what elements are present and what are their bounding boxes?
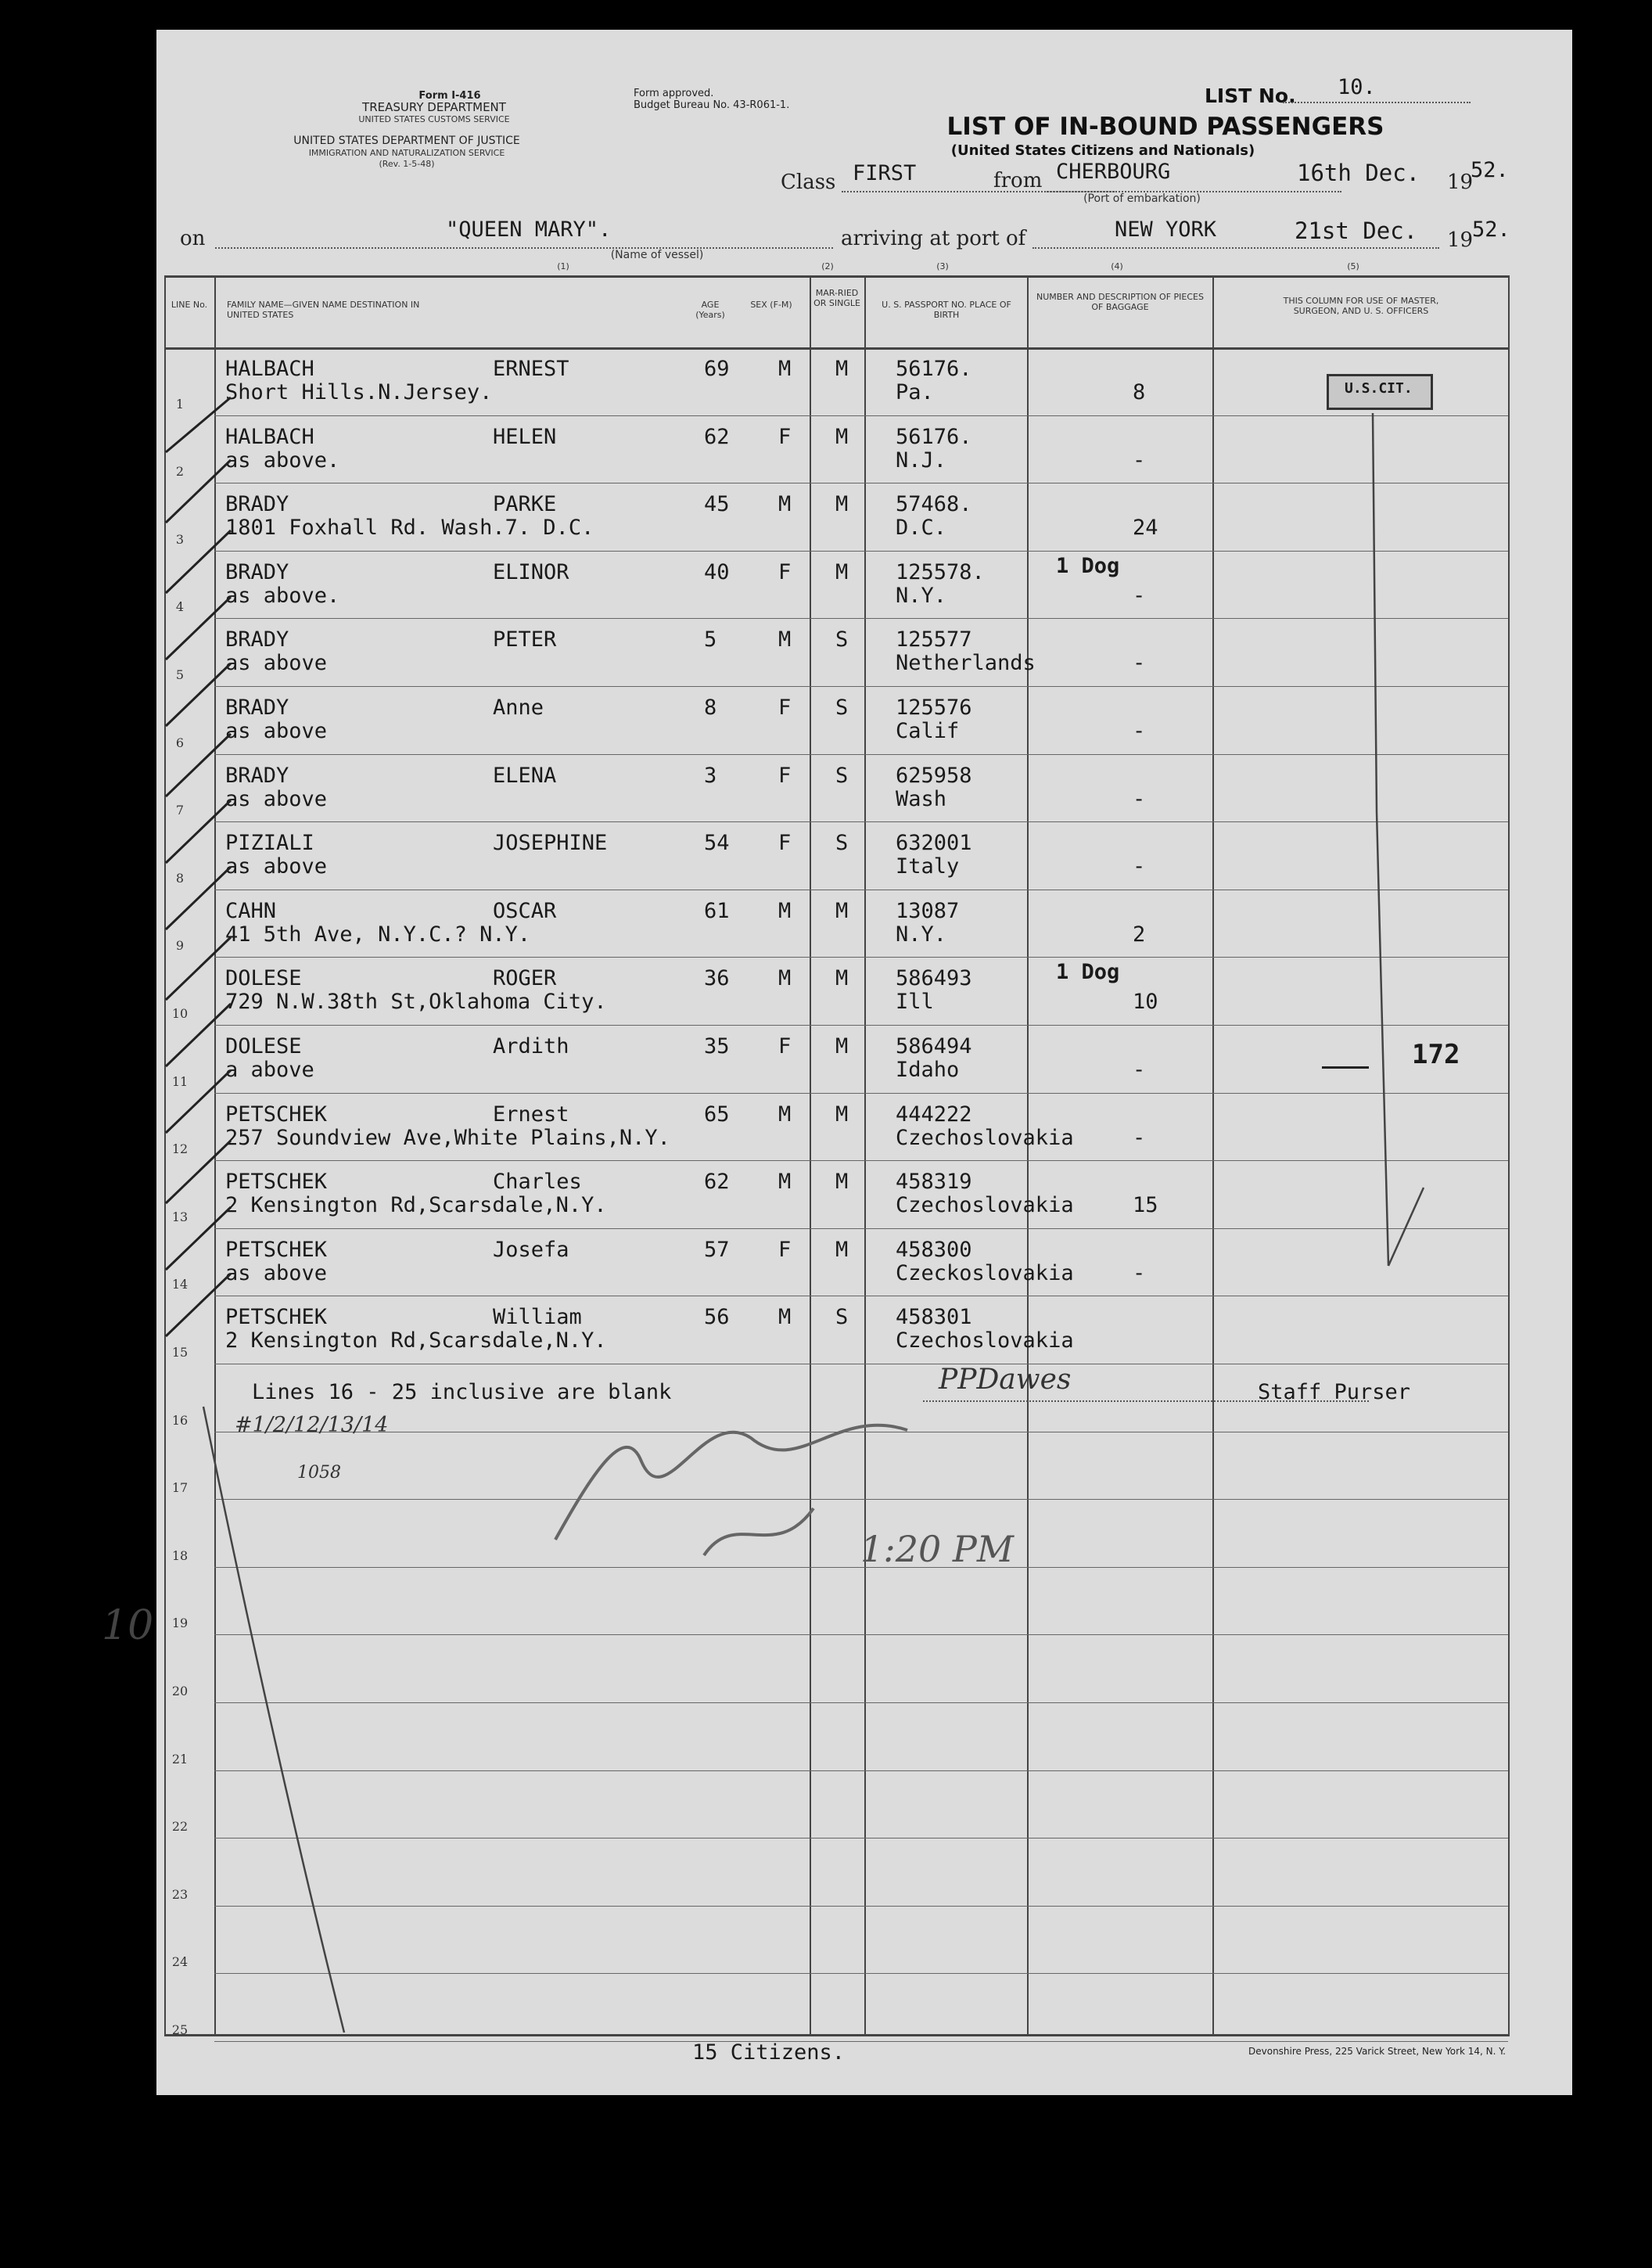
destination: as above [225,1260,328,1285]
arrival-year: 52. [1472,217,1510,242]
line-number: 12 [171,1141,189,1157]
sex: M [778,1102,792,1127]
family-name: PETSCHEK [225,1237,328,1262]
arriving-label: arriving at port of [841,227,1026,250]
header-sex: SEX (F-M) [750,300,792,310]
class-value: FIRST [853,161,917,185]
sex: M [778,898,792,923]
sex: F [778,695,792,720]
age: 62 [704,424,730,449]
line-number: 22 [171,1819,189,1835]
passport-no: 444222 [896,1102,972,1127]
family-name: BRADY [225,695,289,720]
baggage: - [1133,1058,1146,1082]
marital: M [835,424,849,449]
place-of-birth: Netherlands [896,651,1036,676]
embark-year: 52. [1471,158,1509,182]
place-of-birth: Czechoslovakia [896,1328,1074,1353]
baggage: - [1133,719,1146,743]
treasury-department: TREASURY DEPARTMENT [362,100,506,114]
family-name: BRADY [225,627,289,652]
destination: 2 Kensington Rd,Scarsdale,N.Y. [225,1328,607,1353]
line-number: 18 [171,1547,189,1563]
port-embark-caption: (Port of embarkation) [1083,192,1201,205]
revision: (Rev. 1-5-48) [379,159,435,169]
destination: a above [225,1058,314,1082]
given-name: PETER [493,627,557,652]
family-name: PETSCHEK [225,1102,328,1127]
class-label: Class [781,171,836,194]
place-of-birth: N.Y. [896,922,947,947]
age: 57 [704,1237,730,1262]
line-number: 17 [171,1480,189,1496]
destination: as above [225,719,328,743]
header-line-no: LINE No. [171,300,208,310]
line-number: 4 [175,599,185,615]
destination: as above. [225,583,340,608]
passport-no: 458319 [896,1170,972,1195]
purser-signature: PPDawes [939,1364,1072,1396]
header-name: FAMILY NAME—GIVEN NAME DESTINATION IN UNITED STATES [227,300,420,320]
sex: M [778,492,792,517]
header-age: AGE (Years) [695,300,725,320]
baggage: 8 [1133,380,1146,404]
arrival-port: NEW YORK [1115,217,1217,242]
age: 69 [704,357,730,381]
vessel-caption: (Name of vessel) [610,249,704,261]
citizen-stamp: U.S.CIT. [1327,374,1433,410]
baggage: - [1133,447,1146,473]
given-name: Josefa [493,1237,569,1262]
given-name: JOSEPHINE [493,831,608,856]
destination: 2 Kensington Rd,Scarsdale,N.Y. [225,1193,607,1218]
staff-role: Staff Purser [1258,1380,1411,1404]
list-label: LIST No. [1205,84,1296,107]
sex: F [778,559,792,584]
sex: F [778,763,792,788]
destination: as above [225,786,328,811]
line-number: 21 [171,1751,189,1767]
age: 65 [704,1102,730,1127]
sex: M [778,1305,792,1330]
col-num-4: (4) [1111,261,1123,271]
line-number: 2 [175,464,185,480]
passport-no: 125577 [896,627,972,652]
sex: M [778,627,792,652]
destination: as above. [225,447,340,473]
given-name: PARKE [493,492,557,517]
line-number: 6 [175,735,185,750]
marital: S [835,763,849,788]
justice-department: UNITED STATES DEPARTMENT OF JUSTICE [293,135,520,147]
age: 36 [704,966,730,991]
family-name: BRADY [225,763,289,788]
age: 40 [704,559,730,584]
given-name: OSCAR [493,898,557,923]
family-name: PETSCHEK [225,1305,328,1330]
budget-bureau: Budget Bureau No. 43-R061-1. [634,99,790,111]
baggage: - [1133,651,1146,676]
given-name: Charles [493,1170,582,1195]
manifest-page [102,30,1572,2095]
baggage: - [1133,1260,1146,1285]
marital: S [835,831,849,856]
sex: M [778,1170,792,1195]
place-of-birth: Czechoslovakia [896,1125,1074,1150]
line-number: 7 [175,803,185,818]
line-number: 5 [175,667,185,682]
line-number: 16 [171,1412,189,1428]
marital: M [835,898,849,923]
given-name: William [493,1305,582,1330]
passport-no: 125578. [896,559,985,584]
sex: M [778,357,792,381]
header-passport: U. S. PASSPORT NO. PLACE OF BIRTH [882,300,1011,320]
passport-no: 56176. [896,424,972,449]
given-name: Anne [493,695,544,720]
year-prefix-2: 19 [1447,228,1474,252]
passport-no: 56176. [896,357,972,381]
place-of-birth: Ill [896,990,934,1015]
arrival-date: 21st Dec. [1295,217,1418,244]
age: 61 [704,898,730,923]
destination: 41 5th Ave, N.Y.C.? N.Y. [225,922,531,947]
marital: M [835,1170,849,1195]
vessel-name: "QUEEN MARY". [446,217,612,242]
given-name: ELENA [493,763,557,788]
from-label: from [993,169,1043,192]
form-number: Form I-416 [418,90,481,102]
col-num-3: (3) [936,261,949,271]
sex: F [778,831,792,856]
line-number: 3 [175,531,185,547]
header-officers: THIS COLUMN FOR USE OF MASTER, SURGEON, AND U. S. OFFICERS [1283,296,1439,316]
marital: M [835,1034,849,1059]
form-approved: Form approved. [634,88,714,99]
passport-no: 632001 [896,831,972,856]
destination: 1801 Foxhall Rd. Wash.7. D.C. [225,516,594,541]
family-name: BRADY [225,492,289,517]
printer-imprint: Devonshire Press, 225 Varick Street, New York 14, N. Y. [1248,2046,1506,2057]
line-number: 8 [175,870,185,886]
age: 54 [704,831,730,856]
place-of-birth: N.J. [896,447,947,473]
on-label: on [180,227,206,250]
marital: S [835,1305,849,1330]
marital: M [835,357,849,381]
age: 8 [704,695,717,720]
col-num-5: (5) [1347,261,1359,271]
family-name: HALBACH [225,424,314,449]
line-number: 11 [171,1073,189,1089]
baggage-note: 1 Dog [1056,960,1120,985]
given-name: Ernest [493,1102,569,1127]
marital: M [835,559,849,584]
line-number: 10 [171,1006,189,1021]
marital: S [835,695,849,720]
immigration-service: IMMIGRATION AND NATURALIZATION SERVICE [308,148,505,158]
age: 56 [704,1305,730,1330]
line-number: 14 [171,1277,189,1292]
given-name: ERNEST [493,357,569,381]
line-number: 15 [171,1345,189,1360]
line-number: 13 [171,1209,189,1224]
age: 3 [704,763,717,788]
place-of-birth: Italy [896,854,960,879]
marital: M [835,1237,849,1262]
blank-lines-note: Lines 16 - 25 inclusive are blank [252,1380,672,1404]
embark-date: 16th Dec. [1297,160,1420,186]
line-number: 20 [171,1684,189,1698]
col-num-1: (1) [557,261,569,271]
baggage: - [1133,786,1146,811]
handwritten-line-numbers: #1/2/12/13/14 [235,1413,389,1437]
passport-no: 458300 [896,1237,972,1262]
age: 45 [704,492,730,517]
passport-no: 586494 [896,1034,972,1059]
margin-mark: 10 [102,1602,154,1649]
line-number: 9 [175,938,185,954]
family-name: DOLESE [225,966,302,991]
line-number: 19 [171,1616,189,1631]
baggage: - [1133,1125,1146,1150]
family-name: DOLESE [225,1034,302,1059]
handwritten-initials: 1058 [297,1463,341,1483]
page-subtitle: (United States Citizens and Nationals) [950,142,1255,159]
passport-no: 625958 [896,763,972,788]
sex: F [778,424,792,449]
passport-no: 125576 [896,695,972,720]
family-name: PETSCHEK [225,1170,328,1195]
marital: S [835,627,849,652]
header-married: MAR-RIED OR SINGLE [813,288,860,308]
pencil-scrawl [156,30,1572,2095]
page-title: LIST OF IN-BOUND PASSENGERS [946,113,1384,141]
pencil-time: 1:20 PM [860,1528,1014,1570]
place-of-birth: Czeckoslovakia [896,1260,1074,1285]
given-name: ROGER [493,966,557,991]
passport-no: 586493 [896,966,972,991]
passport-no: 13087 [896,898,960,923]
place-of-birth: Czechoslovakia [896,1193,1074,1218]
destination: Short Hills.N.Jersey. [225,380,493,404]
destination: as above [225,854,328,879]
baggage: 2 [1133,922,1146,947]
customs-service: UNITED STATES CUSTOMS SERVICE [358,114,510,124]
header-baggage: NUMBER AND DESCRIPTION OF PIECES OF BAGGAGE [1036,292,1204,312]
given-name: HELEN [493,424,557,449]
sex: M [778,966,792,991]
given-name: ELINOR [493,559,569,584]
sex: F [778,1034,792,1059]
family-name: HALBACH [225,357,314,381]
line-number: 24 [171,1954,189,1970]
list-number: 10. [1338,75,1376,99]
place-of-birth: N.Y. [896,583,947,608]
marital: M [835,1102,849,1127]
family-name: BRADY [225,559,289,584]
baggage: 15 [1133,1193,1158,1218]
marital: M [835,966,849,991]
baggage: 10 [1133,990,1158,1015]
line-number: 1 [175,396,185,412]
passport-no: 57468. [896,492,972,517]
baggage-note: 1 Dog [1056,553,1120,578]
family-name: CAHN [225,898,277,923]
destination: 257 Soundview Ave,White Plains,N.Y. [225,1125,670,1150]
place-of-birth: Calif [896,719,960,743]
port-of-embarkation: CHERBOURG [1056,160,1171,184]
baggage: - [1133,854,1146,879]
age: 62 [704,1170,730,1195]
year-prefix-1: 19 [1447,171,1474,194]
total-citizens: 15 Citizens. [692,2040,846,2065]
line-number: 25 [171,2022,189,2037]
place-of-birth: Idaho [896,1058,960,1082]
given-name: Ardith [493,1034,569,1059]
family-name: PIZIALI [225,831,314,856]
col-num-2: (2) [821,261,834,271]
line-number: 23 [171,1886,189,1902]
passport-no: 458301 [896,1305,972,1330]
place-of-birth: D.C. [896,516,947,541]
destination: as above [225,651,328,676]
age: 5 [704,627,717,652]
place-of-birth: Pa. [896,380,934,404]
count-mark: 172 [1412,1039,1460,1070]
age: 35 [704,1034,730,1059]
sex: F [778,1237,792,1262]
baggage: - [1133,583,1146,608]
destination: 729 N.W.38th St,Oklahoma City. [225,990,607,1015]
place-of-birth: Wash [896,786,947,811]
marital: M [835,492,849,517]
baggage: 24 [1133,516,1158,541]
